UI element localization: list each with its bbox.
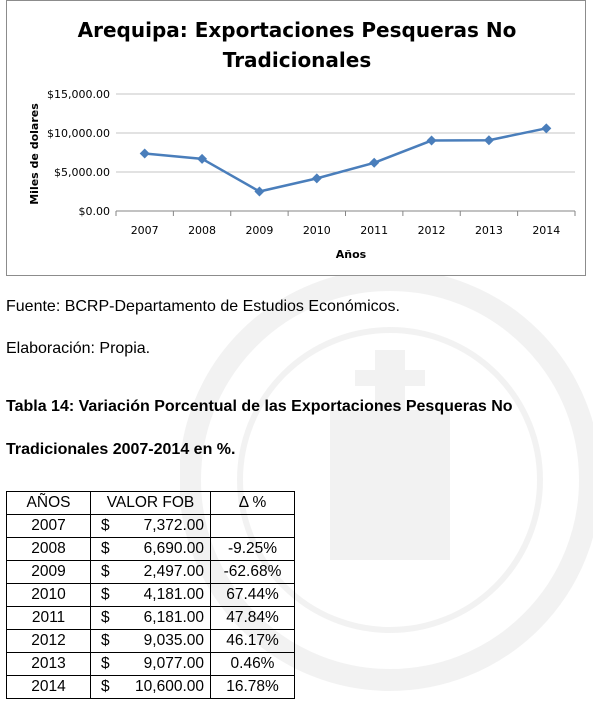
value-amount: 6,181.00 [143, 609, 204, 626]
source-text: Fuente: BCRP-Departamento de Estudios Económicos. [6, 298, 400, 315]
chart-title-line-2: Tradicionales [222, 48, 372, 72]
x-tick-label: 2012 [417, 224, 446, 237]
table-header-row [7, 492, 295, 515]
data-point-marker [254, 187, 264, 197]
cell-percent-change: 0.46% [211, 653, 295, 676]
header-years: AÑOS [7, 492, 91, 515]
cell-year: 2007 [7, 515, 91, 538]
y-axis-label: Miles de dolares [28, 103, 41, 205]
data-point-marker [140, 148, 150, 158]
y-tick-labels [47, 88, 110, 218]
data-point-marker [427, 136, 437, 146]
currency-symbol: $ [101, 540, 110, 557]
cell-fob-value [91, 561, 211, 584]
value-amount: 2,497.00 [143, 563, 204, 580]
cell-percent-change: -9.25% [211, 538, 295, 561]
table-row [7, 561, 295, 584]
data-point-marker [312, 173, 322, 183]
cell-fob-value [91, 653, 211, 676]
currency-symbol: $ [101, 609, 110, 626]
header-percent-change: Δ % [211, 492, 295, 515]
x-tick-label: 2014 [532, 224, 561, 237]
currency-symbol: $ [101, 678, 110, 695]
x-axis-label: Años [335, 248, 367, 261]
table-row [7, 676, 295, 699]
value-amount: 7,372.00 [143, 517, 204, 534]
value-amount: 10,600.00 [135, 678, 204, 695]
cell-year: 2013 [7, 653, 91, 676]
cell-year: 2010 [7, 584, 91, 607]
table-row [7, 607, 295, 630]
table-caption-line-1: Tabla 14: Variación Porcentual de las Exportaciones Pesqueras No [6, 398, 513, 415]
cell-fob-value [91, 538, 211, 561]
cell-percent-change: 16.78% [211, 676, 295, 699]
table-row [7, 538, 295, 561]
data-point-marker [484, 135, 494, 145]
cell-year: 2008 [7, 538, 91, 561]
table-row [7, 515, 295, 538]
x-tick-label: 2013 [474, 224, 503, 237]
cell-percent-change: -62.68% [211, 561, 295, 584]
value-amount: 6,690.00 [143, 540, 204, 557]
currency-symbol: $ [101, 563, 110, 580]
cell-fob-value [91, 584, 211, 607]
data-point-marker [369, 158, 379, 168]
data-point-marker [197, 154, 207, 164]
value-amount: 9,077.00 [143, 655, 204, 672]
y-tick-label: $15,000.00 [47, 88, 110, 101]
cell-percent-change: 46.17% [211, 630, 295, 653]
currency-symbol: $ [101, 517, 110, 534]
chart-container [6, 0, 586, 276]
x-tick-label: 2009 [245, 224, 274, 237]
x-tick-label: 2011 [360, 224, 389, 237]
x-tick-labels [131, 224, 561, 237]
table-row [7, 584, 295, 607]
y-tick-label: $0.00 [78, 205, 110, 218]
cell-percent-change: 47.84% [211, 607, 295, 630]
cell-fob-value [91, 630, 211, 653]
cell-year: 2009 [7, 561, 91, 584]
y-tick-label: $5,000.00 [54, 166, 110, 179]
cell-year: 2011 [7, 607, 91, 630]
table-row [7, 630, 295, 653]
series-line [140, 123, 552, 196]
currency-symbol: $ [101, 655, 110, 672]
table-row [7, 653, 295, 676]
cell-year: 2012 [7, 630, 91, 653]
cell-fob-value [91, 607, 211, 630]
table-caption-line-2: Tradicionales 2007-2014 en %. [6, 441, 236, 458]
cell-year: 2014 [7, 676, 91, 699]
variation-table [6, 491, 295, 699]
cell-fob-value [91, 676, 211, 699]
y-tick-label: $10,000.00 [47, 127, 110, 140]
x-tick-label: 2010 [302, 224, 331, 237]
elaboration-text: Elaboración: Propia. [6, 340, 151, 357]
cell-percent-change [211, 515, 295, 538]
grid-lines [116, 94, 575, 216]
data-point-marker [541, 123, 551, 133]
chart-title-line-1: Arequipa: Exportaciones Pesqueras No [77, 18, 517, 42]
value-amount: 9,035.00 [143, 632, 204, 649]
x-tick-label: 2007 [130, 224, 159, 237]
cell-fob-value [91, 515, 211, 538]
value-amount: 4,181.00 [143, 586, 204, 603]
cell-percent-change: 67.44% [211, 584, 295, 607]
header-fob-value: VALOR FOB [91, 492, 211, 515]
currency-symbol: $ [101, 632, 110, 649]
line-chart [7, 1, 587, 277]
x-tick-label: 2008 [188, 224, 217, 237]
currency-symbol: $ [101, 586, 110, 603]
